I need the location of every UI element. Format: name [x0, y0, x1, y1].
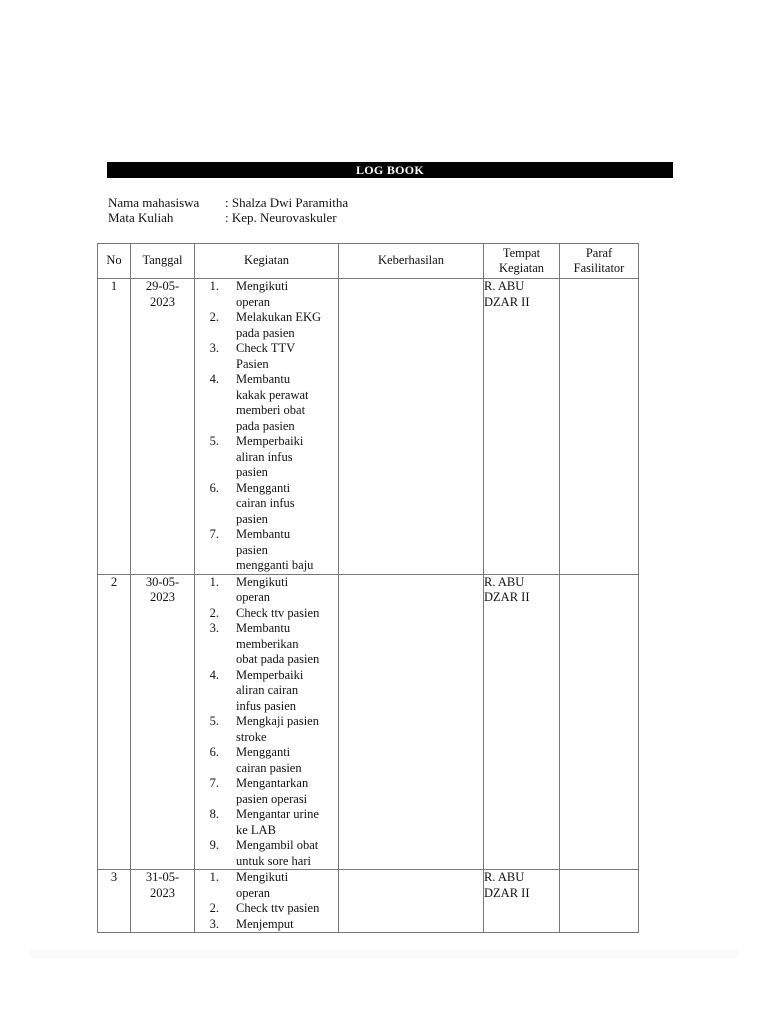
- header-tanggal: Tanggal: [131, 244, 195, 279]
- cell-date: [131, 279, 195, 575]
- cell-keberhasilan: [339, 574, 484, 870]
- place-line2: DZAR II: [484, 590, 530, 604]
- place-line1: R. ABU: [484, 279, 525, 293]
- cell-tempat: [484, 870, 560, 933]
- activity-line: pasien operasi: [236, 791, 308, 806]
- activity-line: Membantu: [236, 621, 291, 635]
- activity-text: [236, 807, 338, 838]
- activity-line: aliran infus: [236, 449, 293, 464]
- activity-line: Check TTV: [236, 341, 296, 355]
- info-value: : Kep. Neurovaskuler: [225, 210, 337, 225]
- activity-line: Mengikuti: [236, 574, 289, 589]
- place-line2: DZAR II: [484, 294, 530, 309]
- activity-text: [236, 917, 338, 933]
- place-line1: R. ABU: [484, 870, 525, 884]
- place-line2: DZAR II: [484, 885, 530, 900]
- activity-line: pasien: [236, 511, 268, 526]
- activity-line: operan: [236, 294, 271, 309]
- activity-line: pasien: [236, 465, 268, 479]
- cell-date: [131, 574, 195, 870]
- info-row-course: [108, 210, 348, 225]
- activity-number: 5.: [209, 434, 219, 448]
- cell-paraf: [560, 870, 639, 933]
- activity-text: [236, 310, 338, 341]
- activity-line: Menjemput: [236, 916, 294, 931]
- activity-number: 1.: [209, 574, 219, 589]
- activity-line: Pasien: [236, 356, 269, 371]
- activity-line: Mengganti: [236, 480, 291, 495]
- logbook-title: LOG BOOK: [107, 162, 673, 178]
- activity-line: Melakukan EKG: [236, 310, 322, 324]
- cell-keberhasilan: [339, 279, 484, 575]
- activity-item: [196, 575, 338, 606]
- header-paraf: [560, 244, 639, 279]
- activity-number: 3.: [209, 341, 219, 355]
- table-row: [98, 279, 639, 575]
- info-label: Nama mahasiswa: [108, 195, 200, 210]
- activity-line: memberi obat: [236, 403, 306, 417]
- page-edge: [30, 950, 738, 958]
- activity-item: [196, 870, 338, 901]
- activity-number: 1.: [209, 870, 219, 884]
- activity-line: pasien: [236, 542, 268, 557]
- activity-text: [236, 481, 338, 528]
- activity-item: [196, 341, 338, 372]
- activity-item: [196, 745, 338, 776]
- activity-number: 6.: [209, 745, 219, 759]
- activity-text: [236, 745, 338, 776]
- activity-number: 4.: [209, 667, 219, 682]
- header-paraf-line2: Fasilitator: [573, 261, 625, 275]
- logbook-table: [97, 243, 639, 933]
- activity-number: 7.: [209, 776, 219, 790]
- activity-line: untuk sore hari: [236, 853, 311, 868]
- info-label: Mata Kuliah: [108, 210, 174, 225]
- activity-item: [196, 714, 338, 745]
- activity-line: Mengantar urine: [236, 807, 319, 821]
- table-row: [98, 870, 639, 933]
- activity-item: [196, 372, 338, 434]
- activity-item: [196, 776, 338, 807]
- activity-line: infus pasien: [236, 698, 297, 713]
- cell-activities: [195, 279, 339, 575]
- cell-no: 2: [98, 574, 131, 870]
- activity-line: Mengambil obat: [236, 838, 319, 852]
- cell-keberhasilan: [339, 870, 484, 933]
- table-row: [98, 574, 639, 870]
- activity-item: [196, 527, 338, 574]
- activity-item: [196, 279, 338, 310]
- activity-line: Mengikuti: [236, 279, 289, 293]
- cell-no: 3: [98, 870, 131, 933]
- cell-paraf: [560, 279, 639, 575]
- activity-item: [196, 838, 338, 869]
- activity-line: operan: [236, 590, 271, 604]
- activity-line: mengganti baju: [236, 558, 314, 572]
- activity-line: Membantu: [236, 527, 291, 541]
- info-value: : Shalza Dwi Paramitha: [225, 195, 349, 210]
- activity-text: [236, 714, 338, 745]
- activity-text: [236, 838, 338, 869]
- student-info: [108, 195, 348, 225]
- activity-list: [195, 575, 338, 870]
- activity-number: 2.: [209, 901, 219, 915]
- activity-list: [195, 870, 338, 932]
- activity-number: 8.: [209, 807, 219, 821]
- activity-line: memberikan: [236, 636, 299, 651]
- activity-line: ke LAB: [236, 822, 276, 837]
- activity-line: stroke: [236, 729, 267, 744]
- activity-text: [236, 434, 338, 481]
- activity-line: Membantu: [236, 372, 291, 386]
- place-line1: R. ABU: [484, 574, 525, 589]
- date-line1: 29-05-: [145, 279, 180, 293]
- activity-text: [236, 575, 338, 606]
- activity-line: pada pasien: [236, 418, 295, 433]
- activity-line: cairan pasien: [236, 760, 302, 775]
- activity-item: [196, 668, 338, 715]
- activity-text: [236, 606, 338, 622]
- cell-tempat: [484, 279, 560, 575]
- cell-activities: [195, 574, 339, 870]
- date-line1: 31-05-: [145, 870, 180, 884]
- activity-number: 9.: [209, 838, 219, 852]
- activity-text: [236, 668, 338, 715]
- activity-text: [236, 901, 338, 917]
- activity-text: [236, 279, 338, 310]
- cell-paraf: [560, 574, 639, 870]
- date-line2: 2023: [150, 294, 175, 309]
- cell-no: 1: [98, 279, 131, 575]
- cell-activities: [195, 870, 339, 933]
- activity-text: [236, 621, 338, 668]
- activity-item: [196, 917, 338, 933]
- activity-number: 3.: [209, 916, 219, 931]
- activity-item: [196, 606, 338, 622]
- activity-line: cairan infus: [236, 496, 295, 510]
- header-no: No: [98, 244, 131, 279]
- activity-text: [236, 776, 338, 807]
- activity-line: kakak perawat: [236, 387, 309, 402]
- header-keberhasilan: Keberhasilan: [339, 244, 484, 279]
- activity-line: Mengganti: [236, 745, 291, 759]
- activity-number: 2.: [209, 605, 219, 620]
- activity-line: aliran cairan: [236, 683, 299, 697]
- activity-text: [236, 372, 338, 434]
- activity-number: 2.: [209, 310, 219, 324]
- date-line2: 2023: [150, 590, 175, 604]
- cell-tempat: [484, 574, 560, 870]
- activity-line: Mengantarkan: [236, 776, 309, 790]
- activity-item: [196, 481, 338, 528]
- activity-line: Mengkaji pasien: [236, 714, 319, 728]
- activity-line: Mengikuti: [236, 870, 289, 884]
- activity-text: [236, 870, 338, 901]
- header-tempat: [484, 244, 560, 279]
- activity-item: [196, 434, 338, 481]
- activity-text: [236, 527, 338, 574]
- activity-number: 1.: [209, 279, 219, 293]
- header-kegiatan: Kegiatan: [195, 244, 339, 279]
- activity-line: Memperbaiki: [236, 667, 304, 682]
- header-paraf-line1: Paraf: [585, 245, 613, 260]
- date-line1: 30-05-: [145, 574, 180, 589]
- header-tempat-line1: Tempat: [502, 245, 541, 260]
- info-row-name: [108, 195, 348, 210]
- activity-number: 3.: [209, 621, 219, 635]
- activity-line: Check ttv pasien: [236, 901, 320, 915]
- table-body: [98, 279, 639, 933]
- activity-item: [196, 310, 338, 341]
- activity-list: [195, 279, 338, 574]
- header-tempat-line2: Kegiatan: [498, 261, 545, 275]
- cell-date: [131, 870, 195, 933]
- activity-line: Check ttv pasien: [236, 605, 320, 620]
- activity-item: [196, 901, 338, 917]
- activity-number: 6.: [209, 480, 219, 495]
- activity-line: pada pasien: [236, 325, 295, 340]
- activity-item: [196, 807, 338, 838]
- activity-line: Memperbaiki: [236, 434, 304, 448]
- activity-line: obat pada pasien: [236, 652, 320, 666]
- activity-item: [196, 621, 338, 668]
- date-line2: 2023: [150, 885, 175, 900]
- activity-text: [236, 341, 338, 372]
- activity-number: 5.: [209, 714, 219, 728]
- activity-number: 7.: [209, 527, 219, 541]
- activity-number: 4.: [209, 372, 219, 386]
- activity-line: operan: [236, 885, 271, 900]
- table-header-row: [98, 244, 639, 279]
